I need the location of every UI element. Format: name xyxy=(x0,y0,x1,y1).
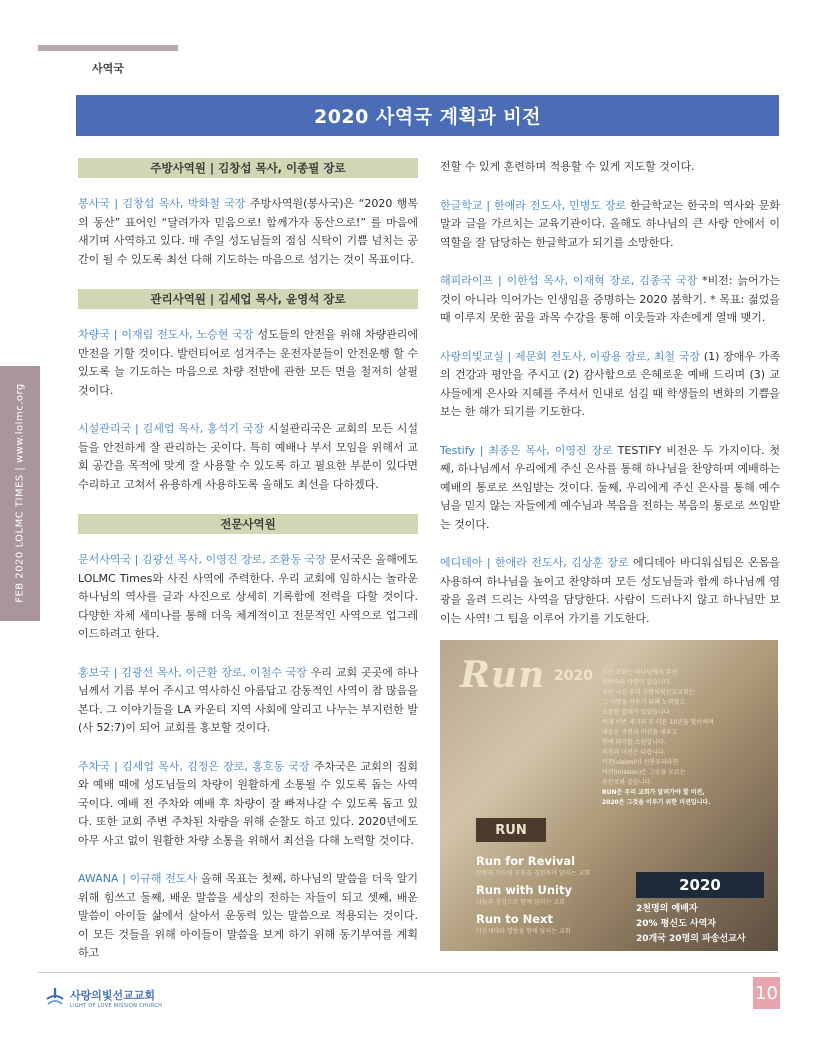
paragraph-body: *비전: 늙어가는 것이 아니라 익어가는 인생임을 증명하는 2020 봄학기. * 목표: 젊었을 때 이루지 못한 꿈을 과목 수강을 통해 이웃들과 자손에게 열매 맺기. xyxy=(440,274,780,324)
run-year-box: 2020 xyxy=(636,872,764,898)
paragraph-body: 시설관리국은 교회의 모든 시설들을 안전하게 잘 관리하는 곳이다. 특히 예배나 부서 모임을 위해서 교회 공간을 목적에 맞게 잘 사용할 수 있도록 하고 필요한 부분이 있다면 수리하고 고쳐서 유용하게 사용하도록 올해도 최선을 다하겠다. xyxy=(78,422,418,491)
paragraph-body: 전할 수 있게 훈련하며 적용할 수 있게 지도할 것이다. xyxy=(440,160,695,173)
run-copy-line: 이제 이번 세기의 또 다른 10년을 맞이하며 xyxy=(602,719,714,726)
run-copy-line: 새로운 비전과 미션을 세우고 xyxy=(602,729,678,736)
section-label: 사역국 xyxy=(92,62,124,75)
paragraph xyxy=(78,551,418,644)
section-heading: 주방사역원 | 김창섭 목사, 이종필 장로 xyxy=(78,158,418,178)
page-banner-title: 2020 사역국 계획과 비전 xyxy=(76,95,779,136)
paragraph-body: 한글학교는 한국의 역사와 문화 말과 글을 가르치는 교육기관이다. 올해도 하나님의 큰 사랑 안에서 이 역할을 잘 담당하는 한글학교가 되기를 소망한다. xyxy=(440,198,780,249)
paragraph-lead: 한글학교 | 한애라 전도사, 민병도 장로 xyxy=(440,198,627,212)
run-item-subtitle: 다음세대와 열방을 향해 달리는 교회 xyxy=(476,928,571,935)
run-item-next xyxy=(476,912,571,935)
run-goal: 20개국 20명의 파송선교사 xyxy=(636,934,746,944)
paragraph-lead: 홍보국 | 김광선 목사, 이근환 장로, 이철수 국장 xyxy=(78,665,307,679)
paragraph-lead: 봉사국 | 김창섭 목사, 박화철 국장 xyxy=(78,197,246,210)
run-copy-line: 미션(mission)은 그곳을 오르는 xyxy=(602,769,686,776)
paragraph xyxy=(440,348,780,422)
page-number: 10 xyxy=(753,977,780,1009)
paragraph-body: 에디데아 바디워십팀은 온몸을 사용하여 하나님을 높이고 찬양하며 모든 성도님들과 함께 하나님께 영광을 올려 드리는 사역을 담당한다. 사람이 드러나지 않고 하나님만 보이는 사역! 그 팀을 이루어 가기를 기도한다. xyxy=(440,556,780,625)
paragraph xyxy=(78,420,418,494)
paragraph-lead: 시설관리국 | 김세업 목사, 홍석기 국장 xyxy=(78,422,265,435)
paragraph-body: 성도들의 안전을 위해 차량관리에 만전을 기할 것이다. 발런티어로 섬겨주는 운전자분들이 안전운행 할 수 있도록 늘 기도하는 마음으로 차량 전반에 관한 모든 면을 철저히 살필 것이다. xyxy=(78,328,418,397)
run-copy-emphasis: RUN은 우리 교회가 달려가야 할 비전, xyxy=(602,789,705,796)
run-copy-line: 함께 뛰기를 소원합니다. xyxy=(602,739,666,746)
paragraph xyxy=(440,197,780,253)
run-item-subtitle: 말씀과 기도의 부흥을 경험하며 달리는 교회 xyxy=(476,870,590,877)
church-logo-icon xyxy=(44,987,66,1009)
paragraph-lead: 문서사역국 | 김광선 목사, 이영진 장로, 조환동 국장 xyxy=(78,553,326,566)
run-item-title: Run for Revival xyxy=(476,854,576,868)
section-heading: 전문사역원 xyxy=(78,514,418,534)
sidebar-text: FEB 2020 LOLMC TIMES | www.lolmc.org xyxy=(14,383,26,603)
run-item-subtitle: 나눔과 섬김으로 함께 달리는 교회 xyxy=(476,899,565,906)
run-item-unity xyxy=(476,883,572,906)
paragraph-body: 올해 목표는 첫째, 하나님의 말씀을 더욱 알기 위해 힘쓰고 둘째, 배운 말씀을 세상의 전하는 자들이 되고 셋째, 배운 말씀이 아이들 삶에서 살아서 운동력 있는 말씀으로 적용되는 것이다. 이 모든 것들을 위해 아이들이 말씀을 보게 하기 위해 동기부여를 계획하고 xyxy=(78,872,418,959)
paragraph xyxy=(78,326,418,400)
paragraph-lead: 주차국 | 김세업 목사, 김정은 장로, 홍호동 국장 xyxy=(78,759,310,773)
paragraph-lead: AWANA | 이규해 전도사 xyxy=(78,872,198,885)
paragraph xyxy=(440,158,780,177)
run-copy-line: 모든 교회는 하나님께서 주신 xyxy=(602,669,678,676)
run-title-year: 2020 xyxy=(554,668,593,684)
run-copy-line: 지난 시간 우리 사랑의빛선교교회는 xyxy=(602,689,695,696)
run-title: Run xyxy=(460,654,546,696)
run-copy-emphasis: 2020은 그것을 이루기 위한 미션입니다. xyxy=(602,799,711,806)
church-logo xyxy=(44,987,162,1009)
run-copy-line: 등산로와 같습니다. xyxy=(602,779,653,786)
run-copy-line: 소중한 열매가 있었습니다. xyxy=(602,709,672,716)
left-column xyxy=(78,158,418,983)
run-2020-image xyxy=(440,640,778,951)
paragraph-body: 주방사역원(봉사국)은 “2020 행복의 동산” 표어인 “달려가자 믿음으로! 함께가자 동산으로!” 를 마음에 새기며 사역하고 있다. 매 주일 성도님들의 점심 식탁이 기쁨 넘치는 공간이 될 수 있도록 최선 다해 기도하는 마음으로 섬기는 것이 목표이다. xyxy=(78,197,419,266)
logo-korean-name: 사랑의빛선교교회 xyxy=(70,989,156,1002)
paragraph xyxy=(78,195,418,269)
logo-english-name: LIGHT OF LOVE MISSION CHURCH xyxy=(70,1003,163,1009)
paragraph-body: TESTIFY 비전은 두 가지이다. 첫째, 하나님께서 우리에게 주신 은사를 통해 하나님을 찬양하며 예배하는 예배의 통로로 쓰임받는 것이다. 둘째, 우리에게 주신 은사를 통해 예수님을 믿지 않는 자들에게 예수님과 복음을 전하는 복음의 통로로 쓰임받는 것이다. xyxy=(440,443,780,531)
run-copy-line: 비전과 미션은 다릅니다. xyxy=(602,749,666,756)
footer-divider xyxy=(38,972,778,973)
run-goal: 20% 평신도 사역자 xyxy=(636,919,716,929)
paragraph xyxy=(440,272,780,328)
paragraph-body: 우리 교회 곳곳에 하나님께서 기름 부어 주시고 역사하신 아름답고 감동적인 사역이 참 많음을 본다. 그 이야기들을 LA 카운티 지역 사회에 알리고 나누는 부지런한 발(사 52:7)이 되어 교회를 홍보할 것이다. xyxy=(78,665,418,734)
run-copy-line: 비전(vision)이 선봉우리라면 xyxy=(602,759,679,766)
paragraph-lead: 사랑의빛교실 | 제문회 전도사, 이광용 장로, 최철 국장 xyxy=(440,349,701,363)
paragraph xyxy=(78,664,418,738)
paragraph-lead: 해피라이프 | 이한섭 목사, 이재혁 장로, 김종국 국장 xyxy=(440,274,698,287)
run-label: RUN xyxy=(476,818,546,842)
paragraph xyxy=(440,442,780,535)
run-copy-line: 그 사명을 이루기 위해 노력했고 xyxy=(602,699,685,706)
paragraph xyxy=(78,758,418,851)
paragraph-body: 문서국은 올해에도 LOLMC Times와 사진 사역에 주력한다. 우리 교회에 임하시는 놀라운 하나님의 역사를 글과 사진으로 상세히 기록함에 전력을 다할 것이다. 다양한 자체 세미나를 통해 더욱 체계적이고 전문적인 사역으로 업그레이드하려고 한다. xyxy=(78,553,418,640)
run-item-revival xyxy=(476,854,590,877)
paragraph-lead: Testify | 최종은 목사, 이영진 장로 xyxy=(440,443,613,457)
right-column xyxy=(440,158,780,648)
run-item-title: Run with Unity xyxy=(476,883,572,897)
paragraph xyxy=(78,870,418,963)
top-accent-bar xyxy=(38,45,178,51)
run-copy xyxy=(602,668,772,808)
paragraph-body: (1) 장애우 가족의 건강과 평안을 주시고 (2) 감사함으로 은혜로운 예배 드리며 (3) 교사들에게 은사와 지혜를 주셔서 인내로 섬길 때 학생들의 변화의 기쁨을 보는 한 해가 되기를 기도한다. xyxy=(440,349,781,418)
run-goals xyxy=(636,902,766,947)
paragraph-body: 주차국은 교회의 집회와 예배 때에 성도님들의 차량이 원활하게 소통될 수 있도록 돕는 사역국이다. 예배 전 주차와 예배 후 차량이 잘 빠져나갈 수 있도록 돕고 있다. 또한 교회 주변 주차된 차량을 위해 순찰도 하고 있다. 2020년에도 아무 사고 없이 원활한 차량 소통을 위해서 최선을 다해 노력할 것이다. xyxy=(78,759,418,847)
run-copy-line: 저마다의 사명이 있습니다. xyxy=(602,679,672,686)
paragraph-lead: 차량국 | 이재림 전도사, 노승현 국장 xyxy=(78,328,254,341)
run-goal: 2천명의 예배자 xyxy=(636,904,698,914)
section-heading: 관리사역원 | 김세업 목사, 윤영석 장로 xyxy=(78,289,418,309)
paragraph-lead: 에디데아 | 한애라 전도사, 김상훈 장로 xyxy=(440,556,629,569)
run-item-title: Run to Next xyxy=(476,912,553,926)
paragraph xyxy=(440,554,780,628)
